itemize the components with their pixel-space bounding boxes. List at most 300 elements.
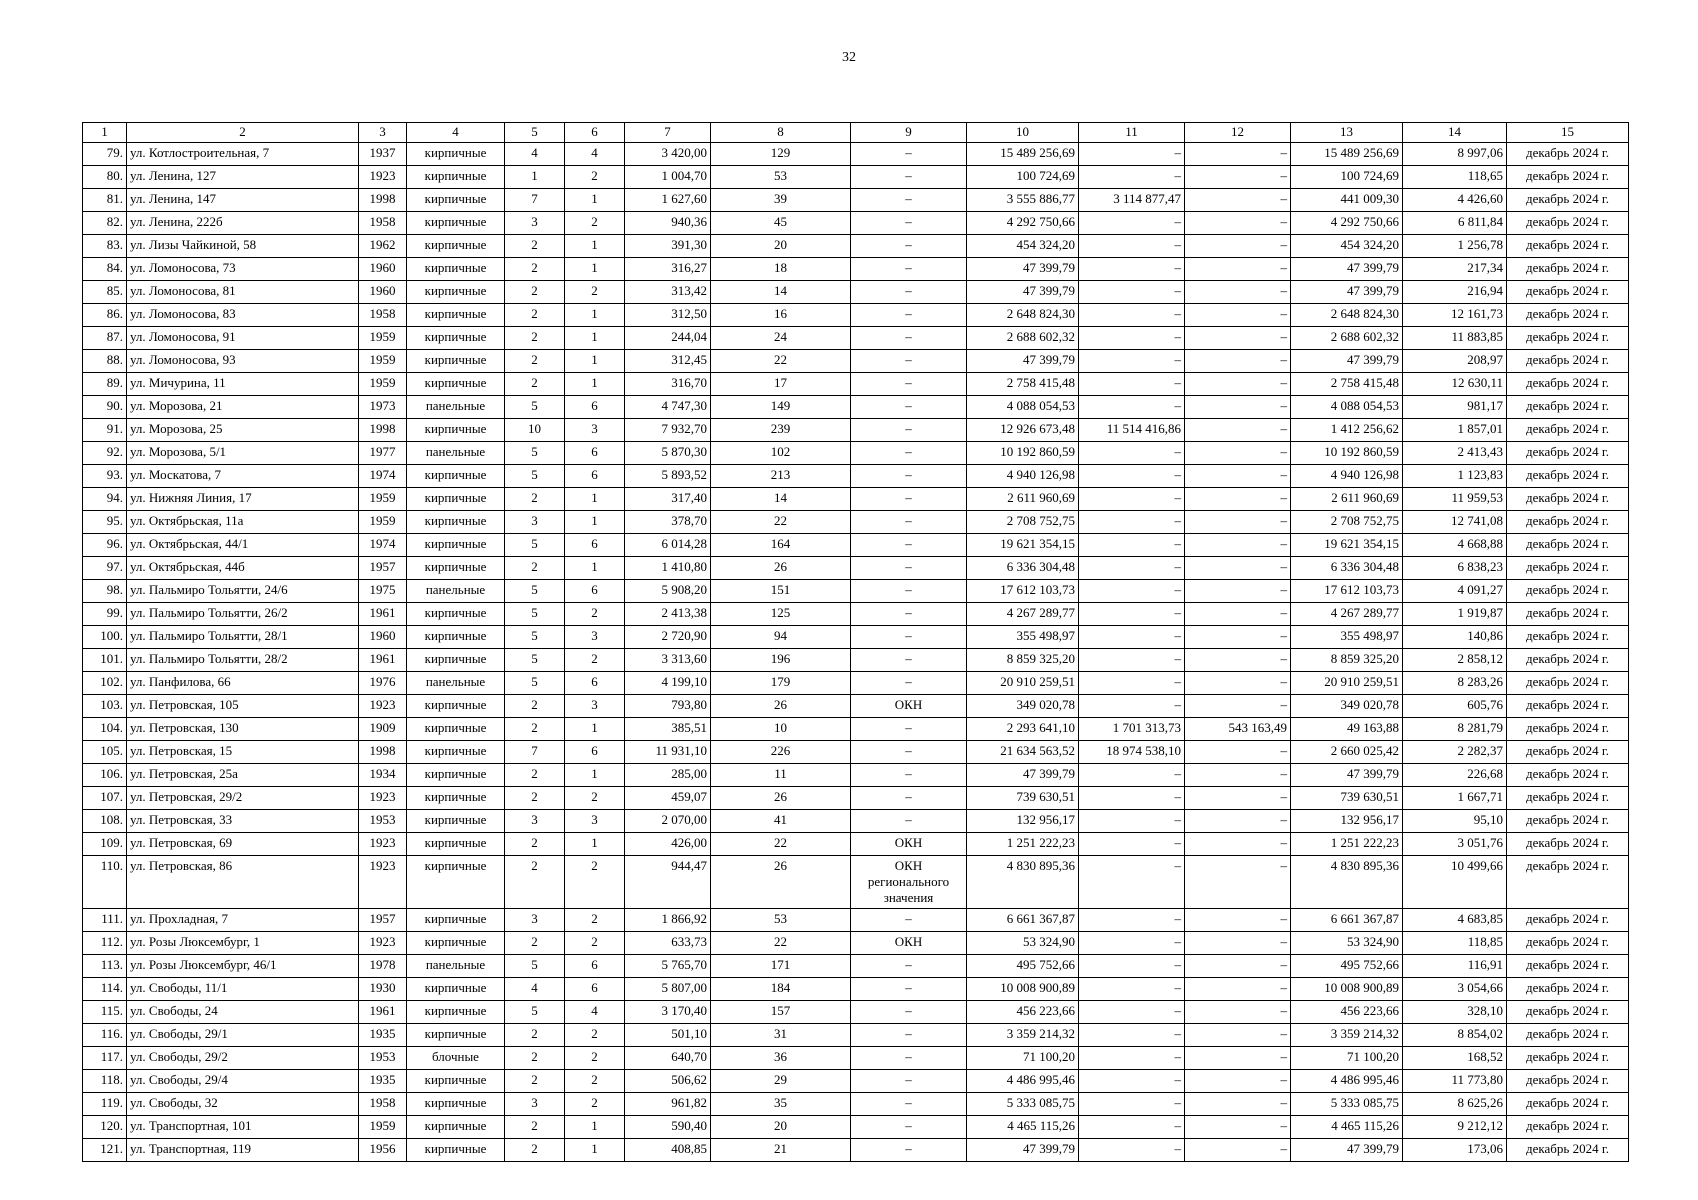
table-cell: декабрь 2024 г. — [1507, 955, 1629, 978]
table-cell: 459,07 — [625, 787, 711, 810]
table-cell: блочные — [407, 1047, 505, 1070]
table-row — [83, 189, 1629, 212]
table-cell: 1958 — [359, 212, 407, 235]
table-row — [83, 909, 1629, 932]
table-row — [83, 580, 1629, 603]
table-cell: 12 630,11 — [1403, 373, 1507, 396]
table-cell: 47 399,79 — [967, 281, 1079, 304]
table-cell: кирпичные — [407, 235, 505, 258]
table-cell: 1937 — [359, 143, 407, 166]
table-cell: ОКН — [851, 695, 967, 718]
table-cell: 6 — [565, 672, 625, 695]
table-cell: – — [851, 258, 967, 281]
table-cell: 3 — [505, 810, 565, 833]
table-cell: ОКН регионального значения — [851, 856, 967, 909]
table-cell: – — [1079, 649, 1185, 672]
table-cell: 8 625,26 — [1403, 1093, 1507, 1116]
table-cell: 1978 — [359, 955, 407, 978]
table-cell: 2 282,37 — [1403, 741, 1507, 764]
table-cell: 3 359 214,32 — [1291, 1024, 1403, 1047]
table-cell: – — [851, 580, 967, 603]
table-cell: 313,42 — [625, 281, 711, 304]
table-cell: 22 — [711, 350, 851, 373]
table-cell: 1977 — [359, 442, 407, 465]
table-cell: 4 465 115,26 — [967, 1116, 1079, 1139]
table-cell: 22 — [711, 833, 851, 856]
table-cell: декабрь 2024 г. — [1507, 649, 1629, 672]
table-cell: 5 — [505, 1001, 565, 1024]
table-cell: 355 498,97 — [1291, 626, 1403, 649]
table-cell: 2 — [565, 1093, 625, 1116]
table-cell: – — [1185, 327, 1291, 350]
table-cell: – — [1079, 1116, 1185, 1139]
table-row — [83, 350, 1629, 373]
table-cell: 2 — [505, 856, 565, 909]
table-cell: 6 838,23 — [1403, 557, 1507, 580]
table-cell: ул. Ломоносова, 81 — [127, 281, 359, 304]
table-cell: ул. Розы Люксембург, 1 — [127, 932, 359, 955]
table-cell: кирпичные — [407, 764, 505, 787]
table-cell: 82. — [83, 212, 127, 235]
table-cell: 456 223,66 — [967, 1001, 1079, 1024]
table-cell: декабрь 2024 г. — [1507, 1093, 1629, 1116]
table-row — [83, 833, 1629, 856]
table-cell: 2 — [565, 787, 625, 810]
table-cell: 944,47 — [625, 856, 711, 909]
table-cell: 1973 — [359, 396, 407, 419]
table-cell: 10 — [711, 718, 851, 741]
table-cell: ул. Петровская, 25а — [127, 764, 359, 787]
table-cell: 355 498,97 — [967, 626, 1079, 649]
housing-table — [82, 122, 1629, 1162]
table-row — [83, 603, 1629, 626]
table-cell: 4 199,10 — [625, 672, 711, 695]
table-row — [83, 718, 1629, 741]
table-cell: ул. Свободы, 32 — [127, 1093, 359, 1116]
table-cell: 81. — [83, 189, 127, 212]
table-cell: 1998 — [359, 419, 407, 442]
table-cell: ул. Октябрьская, 11а — [127, 511, 359, 534]
table-row — [83, 1047, 1629, 1070]
table-row — [83, 396, 1629, 419]
table-cell: 5 — [505, 626, 565, 649]
table-cell: 316,27 — [625, 258, 711, 281]
table-cell: – — [851, 1001, 967, 1024]
table-cell: ул. Ломоносова, 93 — [127, 350, 359, 373]
table-cell: 15 489 256,69 — [967, 143, 1079, 166]
table-cell: декабрь 2024 г. — [1507, 978, 1629, 1001]
table-cell: 47 399,79 — [1291, 258, 1403, 281]
table-cell: – — [1079, 143, 1185, 166]
table-cell: 157 — [711, 1001, 851, 1024]
table-cell: 8 859 325,20 — [967, 649, 1079, 672]
table-cell: – — [1185, 955, 1291, 978]
table-cell: 101. — [83, 649, 127, 672]
table-cell: – — [851, 511, 967, 534]
table-cell: 29 — [711, 1070, 851, 1093]
table-cell: 26 — [711, 695, 851, 718]
table-cell: 10 192 860,59 — [967, 442, 1079, 465]
table-cell: – — [851, 281, 967, 304]
table-cell: – — [1079, 488, 1185, 511]
table-cell: 1923 — [359, 833, 407, 856]
table-cell: 35 — [711, 1093, 851, 1116]
table-cell: 5 — [505, 396, 565, 419]
table-cell: 118,65 — [1403, 166, 1507, 189]
table-cell: – — [1079, 373, 1185, 396]
table-cell: 5 — [505, 442, 565, 465]
table-row — [83, 143, 1629, 166]
table-cell: 2 — [505, 1139, 565, 1162]
table-cell: 2 — [565, 1047, 625, 1070]
table-cell: 2 293 641,10 — [967, 718, 1079, 741]
table-cell: ул. Свободы, 29/1 — [127, 1024, 359, 1047]
table-cell: 2 758 415,48 — [1291, 373, 1403, 396]
table-cell: 11 959,53 — [1403, 488, 1507, 511]
table-cell: – — [1079, 1024, 1185, 1047]
table-cell: 2 720,90 — [625, 626, 711, 649]
table-cell: – — [1185, 672, 1291, 695]
table-cell: 104. — [83, 718, 127, 741]
table-cell: 6 — [565, 442, 625, 465]
table-cell: декабрь 2024 г. — [1507, 465, 1629, 488]
table-cell: – — [1079, 1070, 1185, 1093]
table-cell: 217,34 — [1403, 258, 1507, 281]
table-cell: – — [1079, 856, 1185, 909]
table-cell: декабрь 2024 г. — [1507, 580, 1629, 603]
table-cell: – — [1185, 649, 1291, 672]
table-cell: 120. — [83, 1116, 127, 1139]
table-cell: декабрь 2024 г. — [1507, 1139, 1629, 1162]
table-cell: ул. Ленина, 127 — [127, 166, 359, 189]
table-cell: 132 956,17 — [1291, 810, 1403, 833]
table-cell: 961,82 — [625, 1093, 711, 1116]
table-cell: 2 — [505, 258, 565, 281]
table-cell: 1 251 222,23 — [967, 833, 1079, 856]
table-cell: 2 758 415,48 — [967, 373, 1079, 396]
table-cell: 1958 — [359, 1093, 407, 1116]
table-cell: ул. Транспортная, 119 — [127, 1139, 359, 1162]
table-cell: 105. — [83, 741, 127, 764]
table-cell: 7 932,70 — [625, 419, 711, 442]
table-cell: кирпичные — [407, 603, 505, 626]
table-cell: 1959 — [359, 350, 407, 373]
table-cell: 4 292 750,66 — [967, 212, 1079, 235]
table-cell: – — [1079, 465, 1185, 488]
table-cell: 6 336 304,48 — [1291, 557, 1403, 580]
table-cell: панельные — [407, 580, 505, 603]
table-cell: 47 399,79 — [967, 764, 1079, 787]
table-cell: 8 997,06 — [1403, 143, 1507, 166]
table-cell: – — [1079, 764, 1185, 787]
table-cell: 118. — [83, 1070, 127, 1093]
table-cell: – — [1185, 442, 1291, 465]
table-cell: 2 708 752,75 — [967, 511, 1079, 534]
table-cell: 1923 — [359, 166, 407, 189]
column-header: 10 — [967, 123, 1079, 143]
table-cell: 6 — [565, 580, 625, 603]
table-cell: – — [851, 304, 967, 327]
table-cell: 118,85 — [1403, 932, 1507, 955]
table-cell: 5 870,30 — [625, 442, 711, 465]
table-cell: панельные — [407, 955, 505, 978]
table-cell: 17 612 103,73 — [967, 580, 1079, 603]
table-cell: 2 858,12 — [1403, 649, 1507, 672]
table-cell: 1 667,71 — [1403, 787, 1507, 810]
table-cell: кирпичные — [407, 1024, 505, 1047]
table-cell: 2 — [505, 833, 565, 856]
table-cell: – — [851, 603, 967, 626]
table-cell: 1 004,70 — [625, 166, 711, 189]
table-row — [83, 258, 1629, 281]
table-cell: 5 — [505, 534, 565, 557]
table-row — [83, 741, 1629, 764]
table-cell: 1 919,87 — [1403, 603, 1507, 626]
table-cell: 5 807,00 — [625, 978, 711, 1001]
table-row — [83, 488, 1629, 511]
table-cell: ул. Пальмиро Тольятти, 28/1 — [127, 626, 359, 649]
table-cell: 3 313,60 — [625, 649, 711, 672]
table-cell: 1976 — [359, 672, 407, 695]
table-cell: ул. Ленина, 222б — [127, 212, 359, 235]
table-cell: 1961 — [359, 1001, 407, 1024]
table-cell: 1998 — [359, 189, 407, 212]
table-cell: 53 324,90 — [1291, 932, 1403, 955]
table-cell: кирпичные — [407, 810, 505, 833]
table-row — [83, 810, 1629, 833]
table-cell: декабрь 2024 г. — [1507, 718, 1629, 741]
column-header: 3 — [359, 123, 407, 143]
table-cell: 99. — [83, 603, 127, 626]
table-cell: 20 — [711, 235, 851, 258]
table-cell: 1962 — [359, 235, 407, 258]
table-row — [83, 1001, 1629, 1024]
table-cell: – — [851, 626, 967, 649]
table-cell: 5 765,70 — [625, 955, 711, 978]
table-cell: – — [851, 534, 967, 557]
table-cell: 6 — [565, 534, 625, 557]
table-row — [83, 235, 1629, 258]
table-cell: 4 — [565, 1001, 625, 1024]
table-cell: – — [851, 373, 967, 396]
table-cell: 3 054,66 — [1403, 978, 1507, 1001]
table-cell: ул. Свободы, 29/4 — [127, 1070, 359, 1093]
table-row — [83, 442, 1629, 465]
table-cell: – — [851, 396, 967, 419]
table-cell: 1 701 313,73 — [1079, 718, 1185, 741]
table-cell: 6 — [565, 978, 625, 1001]
table-cell: 2 — [505, 350, 565, 373]
table-cell: 17 612 103,73 — [1291, 580, 1403, 603]
table-cell: 21 — [711, 1139, 851, 1162]
column-header: 9 — [851, 123, 967, 143]
table-cell: 8 859 325,20 — [1291, 649, 1403, 672]
page-number: 32 — [842, 50, 856, 65]
table-cell: кирпичные — [407, 419, 505, 442]
table-cell: 5 — [505, 672, 565, 695]
table-cell: 5 893,52 — [625, 465, 711, 488]
table-cell: 20 910 259,51 — [967, 672, 1079, 695]
table-cell: 100 724,69 — [1291, 166, 1403, 189]
table-cell: 2 413,38 — [625, 603, 711, 626]
table-cell: 8 281,79 — [1403, 718, 1507, 741]
table-cell: кирпичные — [407, 909, 505, 932]
table-cell: декабрь 2024 г. — [1507, 1070, 1629, 1093]
table-cell: – — [851, 442, 967, 465]
table-cell: кирпичные — [407, 932, 505, 955]
table-cell: 1 627,60 — [625, 189, 711, 212]
table-cell: – — [851, 327, 967, 350]
table-cell: – — [1185, 909, 1291, 932]
table-cell: декабрь 2024 г. — [1507, 833, 1629, 856]
table-cell: 10 192 860,59 — [1291, 442, 1403, 465]
table-cell: декабрь 2024 г. — [1507, 304, 1629, 327]
table-cell: 4 088 054,53 — [967, 396, 1079, 419]
table-cell: 1959 — [359, 488, 407, 511]
table-cell: 31 — [711, 1024, 851, 1047]
table-cell: ул. Панфилова, 66 — [127, 672, 359, 695]
table-cell: 112. — [83, 932, 127, 955]
table-cell: 114. — [83, 978, 127, 1001]
table-cell: 1934 — [359, 764, 407, 787]
table-cell: ул. Нижняя Линия, 17 — [127, 488, 359, 511]
table-cell: 1909 — [359, 718, 407, 741]
table-cell: декабрь 2024 г. — [1507, 787, 1629, 810]
table-cell: 12 741,08 — [1403, 511, 1507, 534]
table-cell: кирпичные — [407, 488, 505, 511]
table-cell: 109. — [83, 833, 127, 856]
table-cell: – — [1079, 580, 1185, 603]
table-cell: 151 — [711, 580, 851, 603]
table-cell: 495 752,66 — [967, 955, 1079, 978]
table-cell: 4 486 995,46 — [1291, 1070, 1403, 1093]
table-cell: 4 267 289,77 — [1291, 603, 1403, 626]
table-cell: кирпичные — [407, 718, 505, 741]
table-cell: – — [1185, 787, 1291, 810]
table-cell: декабрь 2024 г. — [1507, 1047, 1629, 1070]
table-cell: 4 830 895,36 — [967, 856, 1079, 909]
table-cell: ул. Ломоносова, 73 — [127, 258, 359, 281]
table-row — [83, 304, 1629, 327]
table-cell: 3 — [505, 212, 565, 235]
table-cell: декабрь 2024 г. — [1507, 511, 1629, 534]
table-row — [83, 787, 1629, 810]
table-cell: 244,04 — [625, 327, 711, 350]
table-cell: 2 648 824,30 — [1291, 304, 1403, 327]
table-header-row — [83, 123, 1629, 143]
table-cell: 6 — [565, 396, 625, 419]
table-cell: 495 752,66 — [1291, 955, 1403, 978]
table-cell: 26 — [711, 557, 851, 580]
table-cell: декабрь 2024 г. — [1507, 909, 1629, 932]
table-cell: панельные — [407, 396, 505, 419]
table-cell: ул. Морозова, 25 — [127, 419, 359, 442]
column-header: 11 — [1079, 123, 1185, 143]
table-cell: 1930 — [359, 978, 407, 1001]
table-cell: ул. Петровская, 69 — [127, 833, 359, 856]
table-cell: 2 413,43 — [1403, 442, 1507, 465]
table-cell: 88. — [83, 350, 127, 373]
table-cell: 2 — [505, 557, 565, 580]
table-cell: – — [1079, 810, 1185, 833]
table-row — [83, 856, 1629, 909]
table-cell: 4 940 126,98 — [1291, 465, 1403, 488]
table-cell: декабрь 2024 г. — [1507, 235, 1629, 258]
table-cell: 1923 — [359, 695, 407, 718]
table-cell: – — [851, 1139, 967, 1162]
table-cell: 47 399,79 — [967, 1139, 1079, 1162]
table-cell: 6 661 367,87 — [1291, 909, 1403, 932]
table-cell: 1 — [565, 718, 625, 741]
table-cell: 1 — [565, 350, 625, 373]
table-cell: – — [1079, 1093, 1185, 1116]
table-cell: декабрь 2024 г. — [1507, 1024, 1629, 1047]
table-cell: 22 — [711, 511, 851, 534]
table-cell: – — [1185, 741, 1291, 764]
table-cell: 3 — [565, 810, 625, 833]
table-cell: 312,45 — [625, 350, 711, 373]
table-row — [83, 557, 1629, 580]
table-cell: ул. Свободы, 29/2 — [127, 1047, 359, 1070]
table-cell: 2 — [505, 764, 565, 787]
table-cell: 3 — [565, 695, 625, 718]
table-cell: кирпичные — [407, 304, 505, 327]
table-row — [83, 419, 1629, 442]
table-cell: – — [851, 672, 967, 695]
table-cell: кирпичные — [407, 143, 505, 166]
table-cell: 47 399,79 — [1291, 350, 1403, 373]
table-cell: – — [1079, 955, 1185, 978]
table-cell: – — [1079, 557, 1185, 580]
table-cell: 121. — [83, 1139, 127, 1162]
table-cell: 1961 — [359, 649, 407, 672]
table-cell: 1 — [565, 327, 625, 350]
table-cell: – — [851, 909, 967, 932]
table-cell: 317,40 — [625, 488, 711, 511]
table-cell: 125 — [711, 603, 851, 626]
table-cell: – — [1185, 488, 1291, 511]
table-cell: ул. Петровская, 33 — [127, 810, 359, 833]
table-cell: 2 — [565, 1070, 625, 1093]
table-cell: 2 — [505, 695, 565, 718]
table-cell: 4 426,60 — [1403, 189, 1507, 212]
table-cell: – — [1185, 1116, 1291, 1139]
table-cell: – — [1079, 603, 1185, 626]
table-cell: 4 747,30 — [625, 396, 711, 419]
column-header: 15 — [1507, 123, 1629, 143]
table-cell: 8 283,26 — [1403, 672, 1507, 695]
table-cell: 100 724,69 — [967, 166, 1079, 189]
table-cell: 1 866,92 — [625, 909, 711, 932]
table-cell: 15 489 256,69 — [1291, 143, 1403, 166]
table-cell: ул. Ломоносова, 83 — [127, 304, 359, 327]
table-cell: – — [1079, 833, 1185, 856]
table-cell: 91. — [83, 419, 127, 442]
table-cell: ул. Петровская, 15 — [127, 741, 359, 764]
table-cell: – — [1185, 695, 1291, 718]
table-cell: кирпичные — [407, 189, 505, 212]
table-cell: кирпичные — [407, 465, 505, 488]
table-cell: 1 412 256,62 — [1291, 419, 1403, 442]
table-cell: – — [1185, 166, 1291, 189]
table-cell: – — [1079, 1139, 1185, 1162]
table-cell: 3 170,40 — [625, 1001, 711, 1024]
table-cell: 14 — [711, 281, 851, 304]
table-cell: – — [1079, 396, 1185, 419]
table-cell: 2 — [505, 327, 565, 350]
table-cell: 5 — [505, 580, 565, 603]
table-cell: 5 — [505, 955, 565, 978]
